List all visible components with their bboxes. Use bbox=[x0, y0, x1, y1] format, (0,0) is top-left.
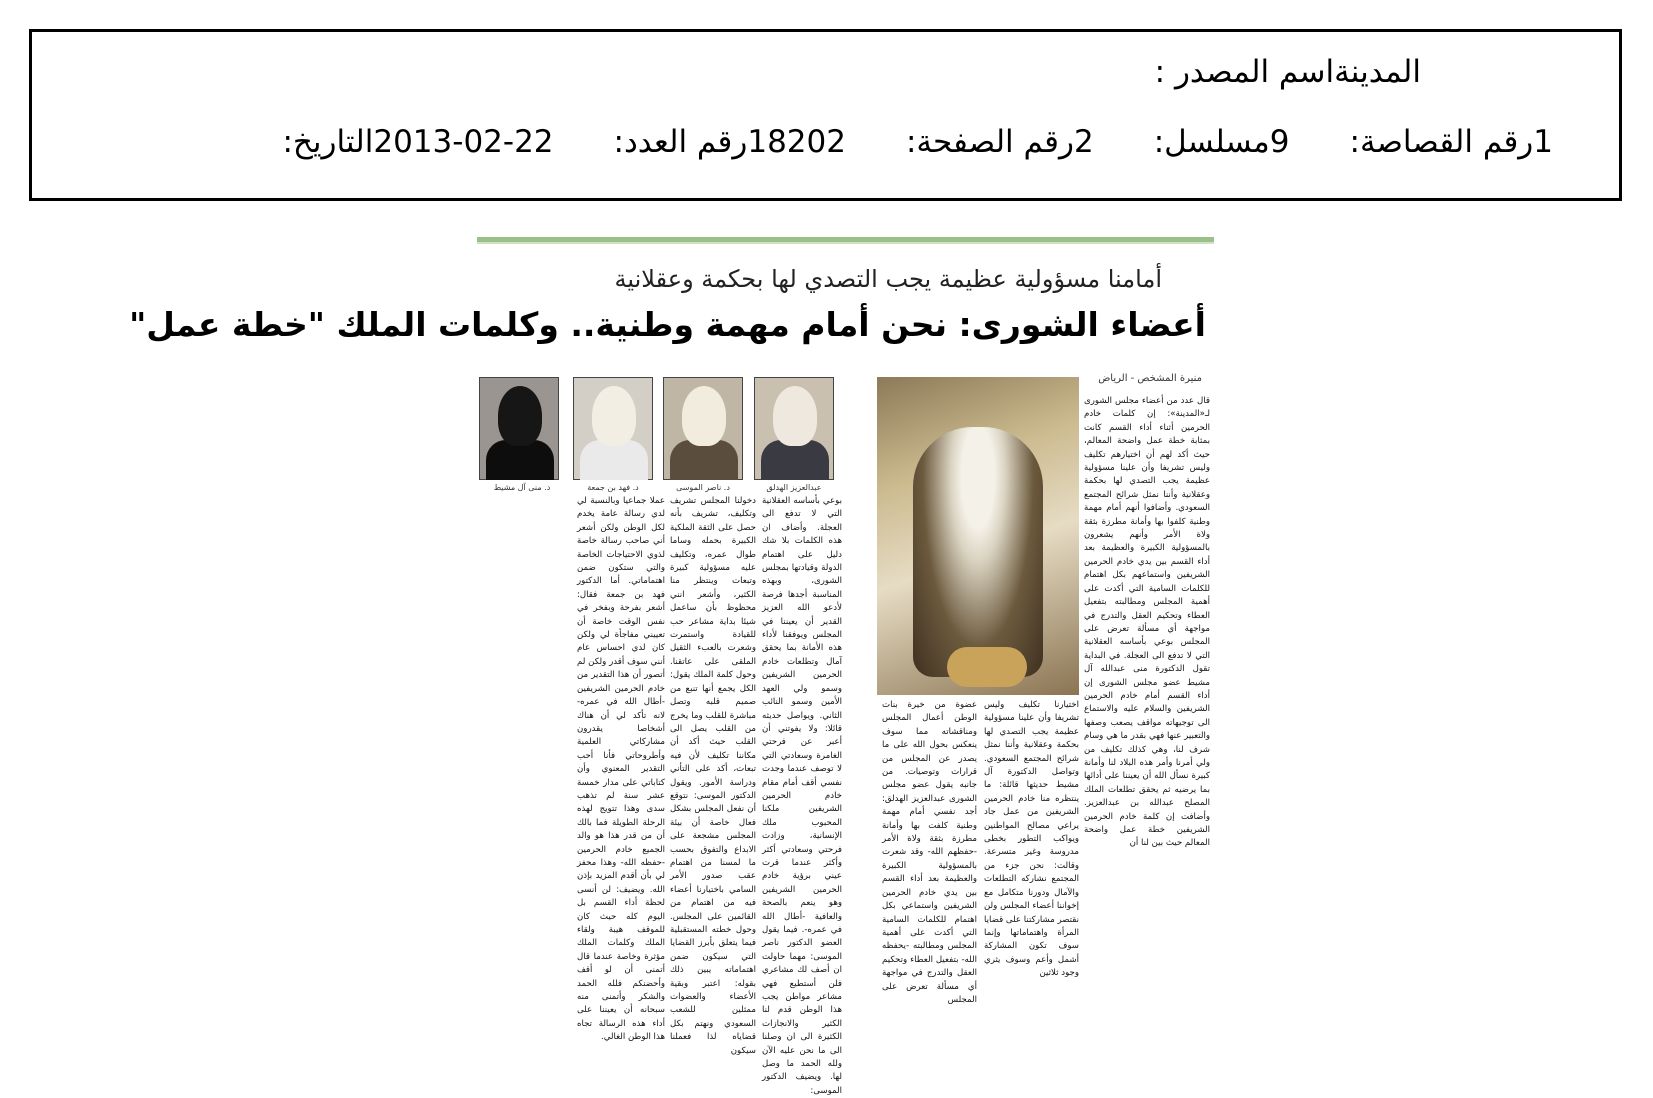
caption-hadlaq: عبدالعزيز الهدلق bbox=[766, 483, 822, 492]
main-photo bbox=[877, 377, 1079, 695]
source-label: اسم المصدر : bbox=[1154, 54, 1335, 90]
article-byline: منيرة المشخص - الرياض bbox=[1098, 373, 1202, 384]
issue-value: 18202 bbox=[747, 124, 846, 160]
serial-label: مسلسل: bbox=[1153, 124, 1270, 160]
page-value: 2 bbox=[1073, 124, 1094, 160]
clipping-metadata-box bbox=[29, 29, 1622, 201]
caption-mousa: د. ناصر الموسى bbox=[676, 483, 730, 492]
issue-label: رقم العدد: bbox=[613, 124, 748, 160]
caption-bin-jumaa: د. فهد بن جمعة bbox=[587, 483, 639, 492]
date-value: 2013-02-22 bbox=[373, 124, 554, 160]
source-value: المدينة bbox=[1334, 54, 1421, 90]
article-column-3: عضوة من خيرة بنات الوطن أعمال المجلس ومناقشاته مما سوف ينعكس بحول الله على ما يصدر عن المجلس من قرارات وتوصيات. من جانبه يقول عضو مجلس الشورى عبدالعزيز الهدلق: أجد نفسي أمام مهمة وطنية كلفت بها وأمانة مطرزة بثقة ولاة الأمر -حفظهم الله- وقد شعرت بالمسؤولية الكبيرة والعظيمة بعد أداء القسم بين يدي خادم الحرمين الشريفين واستماعي بكل اهتمام للكلمات السامية التي أكدت على أهمية المجلس ومطالبته -يحفظه الله- بتفعيل العطاء وتحكيم العقل والتدرج في مواجهة أي مسألة تعرض على المجلس bbox=[882, 700, 977, 1005]
serial-value: 9 bbox=[1269, 124, 1290, 160]
portrait-bin-jumaa bbox=[573, 377, 653, 480]
portrait-mousa bbox=[663, 377, 743, 480]
clip-value: 1 bbox=[1533, 124, 1553, 160]
article-headline: أعضاء الشورى: نحن أمام مهمة وطنية.. وكلمات الملك "خطة عمل" bbox=[129, 305, 1206, 344]
page-label: رقم الصفحة: bbox=[905, 124, 1074, 160]
portrait-hadlaq bbox=[754, 377, 834, 480]
date-label: التاريخ: bbox=[282, 124, 374, 160]
article-column-2: اختيارنا تكليف وليس تشريفا وأن علينا مسؤولية عظيمة يجب التصدي لها بحكمة وعقلانية وأننا نمثل شرائح المجتمع السعودي. وتواصل الدكتورة آل مشيط حديثها قائلة: ما ينتظره منا خادم الحرمين الشريفين من عمل جاد يراعي مصالح المواطنين ويواكب التطور بخطى مدروسة وغير متسرعة. وقالت: نحن جزء من المجتمع نشاركه التطلعات والآمال ودورنا متكامل مع إخواننا أعضاء المجلس ولن نقتصر مشاركتنا على قضايا المرأة واهتماماتها وإنما سوف تكون المشاركة أشمل وأعم وسوف يثري وجود ثلاثين bbox=[984, 700, 1079, 979]
details-row bbox=[282, 124, 1561, 160]
newspaper-clipping bbox=[129, 237, 1214, 1096]
caption-al-mushait: د. منى آل مشيط bbox=[493, 483, 551, 492]
article-column-5: دخولنا المجلس تشريف وتكليف، تشريف بأنه حصل على الثقة الملكية الكبيرة بحمله وساما طوال عمره، وتكليف عليه مسؤولية كبيرة وتبعات وينتظر منا الكثير، وأشعر انني محظوظ بأن ساعمل شيئا بداية مشاعر حب للقيادة واستمرت وشعرت بالعبء الثقيل الملقى على عاتقنا. وحول كلمة الملك يقول: الكل يجمع أنها تنبع من صميم قلبه وتصل مباشرة للقلب وما يخرج من القلب يصل الى القلب حيث أكد أن مكاننا تكليف لأن فيه تبعات، أكد على التأني ودراسة الأمور. ويقول الدكتور الموسى: نتوقع أن نفعل المجلس بشكل فعال خاصة أن بيئة المجلس مشجعة على الابداع والتفوق بحسب ما لمسنا من اهتمام عقب صدور الأمر السامي باختيارنا أعضاء فيه من اهتمام من القائمين على المجلس. وحول خطته المستقبلية فيما يتعلق بأبرز القضايا التي سيكون ضمن اهتماماته يبين ذلك بقوله: اعتبر وبقية الأعضاء والعضوات ممثلين للشعب السعودي ونهتم بكل قضاياه لذا فعملنا سيكون bbox=[670, 496, 756, 1056]
clip-label: رقم القصاصة: bbox=[1349, 124, 1534, 160]
article-kicker: أمامنا مسؤولية عظيمة يجب التصدي لها بحكمة وعقلانية bbox=[614, 265, 1162, 293]
article-column-4: بوعي بأساسه العقلانية التي لا تدفع الى العجلة. وأضاف ان هذه الكلمات بلا شك دليل على اهتمام الدولة وقيادتها بمجلس الشورى، وبهذه المناسبة أجدها فرصة لأدعو الله العزيز القدير أن يعيننا في المجلس ويوفقنا لأداء هذه الأمانة بما يحقق آمال وتطلعات خادم الحرمين الشريفين وسمو ولي العهد الأمين وسمو النائب الثاني. ويواصل حديثه قائلا: ولا يفوتني أن أعبر عن فرحتي الغامرة وسعادتي التي لا توصف عندما وجدت نفسي أقف أمام مقام خادم الحرمين الشريفين ملكنا المحبوب ملك الإنسانية، وزادت فرحتي وسعادتي أكثر وأكثر عندما قرت عيني برؤية خادم الحرمين الشريفين وهو ينعم بالصحة والعافية -أطال الله في عمره-. فيما يقول العضو الدكتور ناصر الموسى: مهما حاولت ان أصف لك مشاعري فلن أستطيع فهي مشاعر مواطن يجب هذا الوطن قدم لنا الكثير والانجازات الكثيرة الى ان وصلنا الى ما نحن عليه الآن ولله الحمد ما وصل لها. ويضيف الدكتور الموسى: bbox=[762, 496, 842, 1096]
article-column-6: عملا جماعيا وبالنسبة لي لدي رسالة عامة يخدم لكل الوطن ولكن أشعر أني صاحب رسالة خاصة لذوي الاحتياجات الخاصة والتي ستكون ضمن اهتماماتي. أما الدكتور فهد بن جمعة فقال: أشعر بفرحة وبفخر في نفس الوقت خاصة أن تعييني مفاجأة لي ولكن كان لدي احساس عام أنني سوف أقدر ولكن لم أتصور أن هذا التقدير من خادم الحرمين الشريفين -أطال الله في عمره- لانه تأكد لي أن هناك أشخاصا يقدرون مشاركاتي العلمية وأطروحاتي فأنا أحب التقدير المعنوي وأن كتاباتي على مدار خمسة عشر سنة لم تذهب سدى وهذا تتويج لهذه الرحلة الطويلة فما بالك أن من قدر هذا هو والد الجميع خادم الحرمين -حفظه الله- وهذا محفز لي بأن أقدم المزيد بإذن الله. ويضيف: لن أنسى لحظة أداء القسم بل اليوم كله حيث كان للموقف هيبة ولقاء الملك وكلمات الملك مؤثرة وخاصة عندما قال أتمنى أن لو أقف وأحضنكم فلله الحمد والشكر وأتمنى منه سبحانه أن يعيننا على أداء هذه الرسالة تجاه هذا الوطن الغالي. bbox=[577, 496, 665, 1043]
main-photo-table bbox=[947, 647, 1027, 687]
main-photo-figure bbox=[913, 427, 1043, 677]
source-row bbox=[1155, 54, 1561, 90]
portrait-al-mushait bbox=[479, 377, 559, 480]
green-rule-light bbox=[477, 242, 1214, 244]
article-column-1: قال عدد من أعضاء مجلس الشورى لـ«المدينة»: إن كلمات خادم الحرمين أثناء أداء القسم كانت بمثابة خطة عمل واضحة المعالم، حيث أكد لهم أن اختيارهم تكليف وليس تشريفا وأن علينا مسؤولية عظيمة يجب التصدي لها بحكمة وعقلانية وأننا نمثل شرائح المجتمع السعودي. وأضافوا أنهم أمام مهمة وطنية كلفوا بها وأمانة مطرزة بثقة ولاة الأمر وأنهم يشعرون بالمسؤولية الكبيرة والعظيمة بعد أداء القسم بين يدي خادم الحرمين الشريفين واستماعهم بكل اهتمام للكلمات السامية التي أكدت على أهمية المجلس ومطالبته بتفعيل العطاء وتحكيم العقل والتدرج في مواجهة أي مسألة تعرض على المجلس بوعي بأساسه العقلانية التي لا تدفع الى العجلة. في البداية تقول الدكتورة منى عبدالله آل مشيط عضو مجلس الشورى إن أداء القسم أمام خادم الحرمين الشريفين والسلام عليه والاستماع الى توجيهاته مواقف يصعب وصفها والتعبير عنها فهي بقدر ما هي وسام شرف لنا، وهي كذلك تكليف من ولي أمرنا وأمر هذه البلاد لنا وأمانة كبيرة نسأل الله أن يعيننا على أدائها بما يرضيه ثم يحقق تطلعات الملك المصلح عبدالله بن عبدالعزيز. وأضافت إن كلمة خادم الحرمين الشريفين خطة عمل واضحة المعالم حيث بين لنا أن bbox=[1084, 396, 1210, 849]
